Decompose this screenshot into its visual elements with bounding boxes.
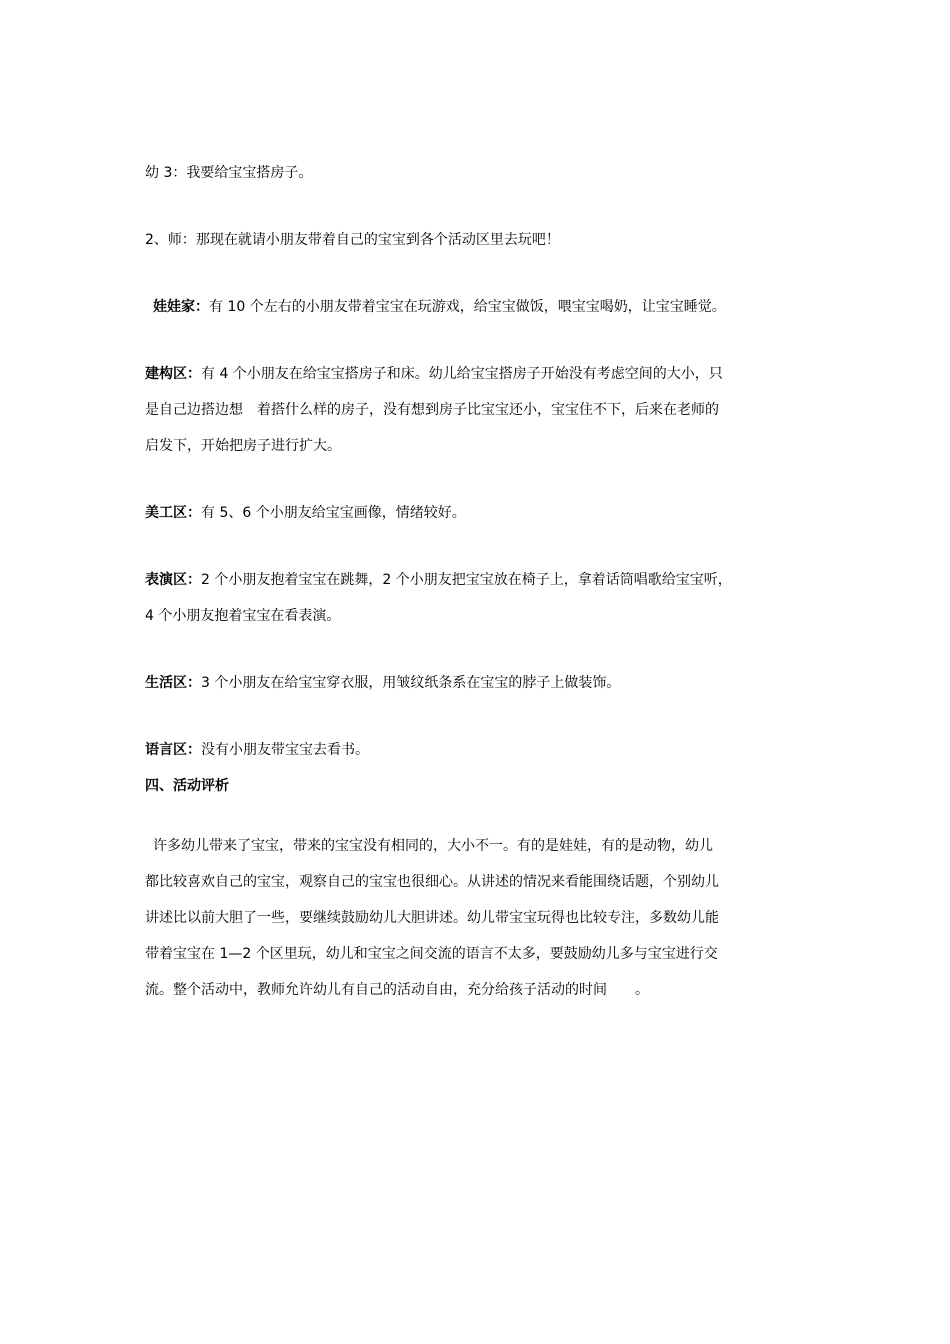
spacer — [145, 634, 805, 665]
area-label: 美工区： — [145, 505, 201, 521]
paragraph-line — [145, 900, 805, 936]
spacer — [145, 325, 805, 356]
paragraph-text: 3 个小朋友在给宝宝穿衣服，用皱纹纸条系在宝宝的脖子上做装饰。 — [201, 675, 621, 691]
spacer — [145, 258, 805, 289]
paragraph-text: 启发下，开始把房子进行扩大。 — [145, 438, 341, 454]
spacer — [145, 531, 805, 562]
paragraph-construction — [145, 356, 805, 464]
paragraph-art — [145, 495, 805, 531]
paragraph-text: 都比较喜欢自己的宝宝，观察自己的宝宝也很细心。从讲述的情况来看能围绕话题，个别幼儿 — [145, 874, 719, 890]
paragraph-line — [145, 972, 805, 1008]
paragraph-teacher-instruction — [145, 222, 805, 258]
area-label: 语言区： — [145, 742, 201, 758]
paragraph-text: 4 个小朋友抱着宝宝在看表演。 — [145, 608, 341, 624]
paragraph-line — [145, 598, 805, 634]
paragraph-language — [145, 732, 805, 768]
paragraph-text: 带着宝宝在 1—2 个区里玩，幼儿和宝宝之间交流的语言不太多，要鼓励幼儿多与宝宝进行交 — [145, 946, 718, 962]
paragraph-line — [145, 864, 805, 900]
paragraph-performance — [145, 562, 805, 634]
spacer — [145, 464, 805, 495]
spacer — [145, 804, 805, 828]
paragraph-text: 幼 3：我要给宝宝搭房子。 — [145, 165, 313, 181]
paragraph-living — [145, 665, 805, 701]
area-label: 生活区： — [145, 675, 201, 691]
paragraph-text: 有 5、6 个小朋友给宝宝画像，情绪较好。 — [201, 505, 466, 521]
paragraph-text: 讲述比以前大胆了一些，要继续鼓励幼儿大胆讲述。幼儿带宝宝玩得也比较专注，多数幼儿能 — [145, 910, 719, 926]
section-heading: 四、活动评析 — [145, 778, 229, 794]
document-body — [145, 155, 805, 1008]
paragraph-text: 许多幼儿带来了宝宝，带来的宝宝没有相同的，大小不一。有的是娃娃，有的是动物，幼儿 — [153, 838, 713, 854]
paragraph-line — [145, 356, 805, 392]
spacer — [145, 191, 805, 222]
paragraph-text: 流。整个活动中，教师允许幼儿有自己的活动自由，充分给孩子活动的时间 。 — [145, 982, 649, 998]
paragraph-text: 有 10 个左右的小朋友带着宝宝在玩游戏，给宝宝做饭，喂宝宝喝奶，让宝宝睡觉。 — [209, 299, 726, 315]
paragraph-doll-house — [145, 289, 805, 325]
paragraph-evaluation — [145, 828, 805, 1008]
paragraph-text: 有 4 个小朋友在给宝宝搭房子和床。幼儿给宝宝搭房子开始没有考虑空间的大小，只 — [201, 366, 723, 382]
spacer — [145, 701, 805, 732]
area-label: 建构区： — [145, 366, 201, 382]
paragraph-text: 2 个小朋友抱着宝宝在跳舞，2 个小朋友把宝宝放在椅子上，拿着话筒唱歌给宝宝听， — [201, 572, 732, 588]
paragraph-line — [145, 428, 805, 464]
paragraph-text: 2、师：那现在就请小朋友带着自己的宝宝到各个活动区里去玩吧！ — [145, 232, 560, 248]
paragraph-child-3 — [145, 155, 805, 191]
paragraph-line — [145, 392, 805, 428]
area-label: 娃娃家： — [153, 299, 209, 315]
paragraph-line — [145, 828, 805, 864]
area-label: 表演区： — [145, 572, 201, 588]
paragraph-line — [145, 936, 805, 972]
paragraph-line — [145, 562, 805, 598]
paragraph-text: 是自己边搭边想 着搭什么样的房子，没有想到房子比宝宝还小，宝宝住不下，后来在老师的 — [145, 402, 719, 418]
paragraph-text: 没有小朋友带宝宝去看书。 — [201, 742, 369, 758]
